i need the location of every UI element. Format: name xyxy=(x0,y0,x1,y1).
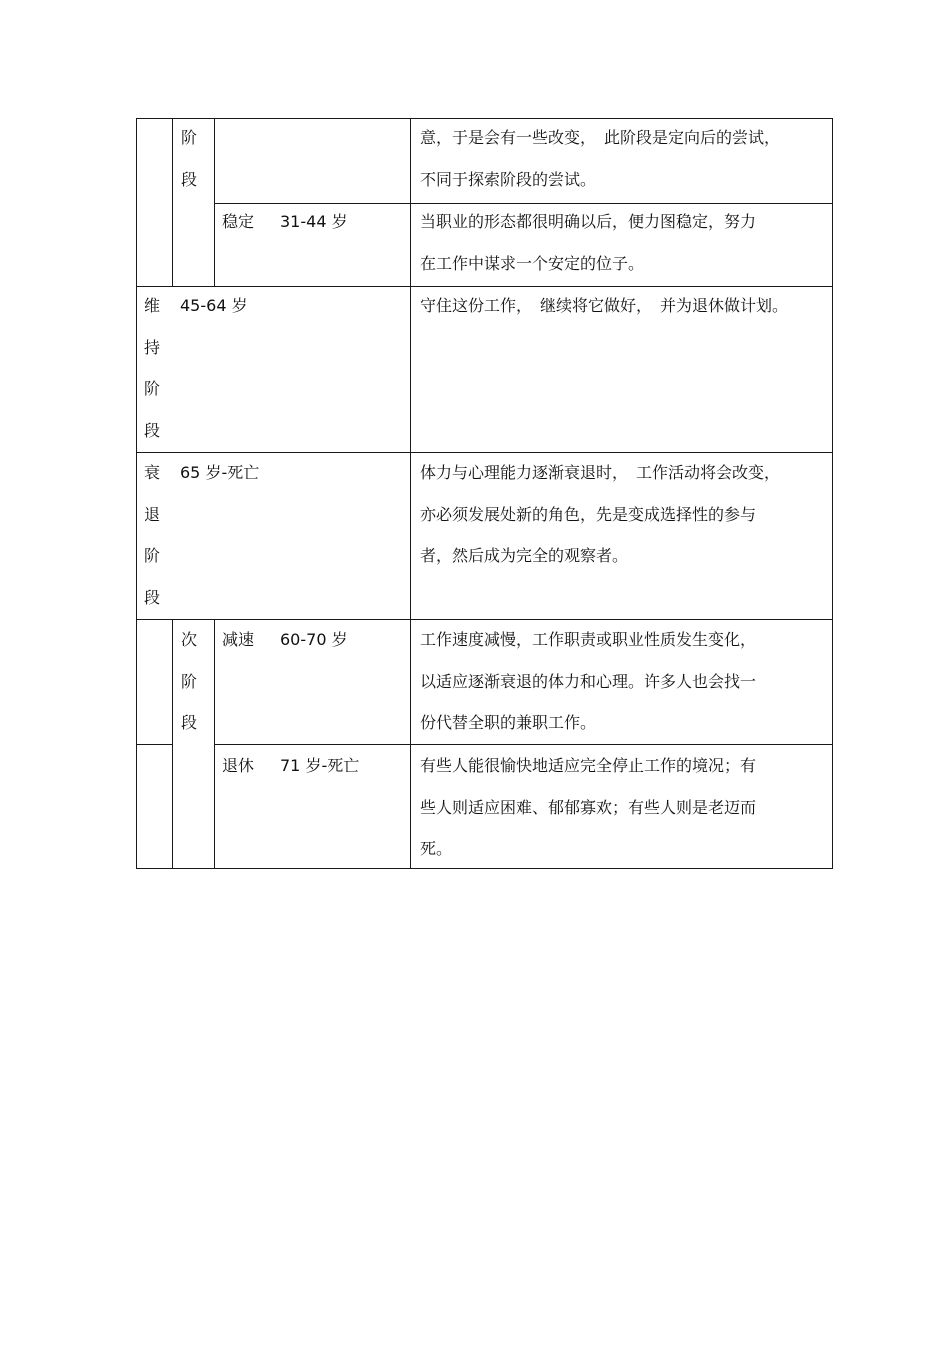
table-rule xyxy=(136,118,833,119)
table-rule xyxy=(214,619,215,869)
table-rule xyxy=(136,744,173,745)
sub-stage-name: 退休 xyxy=(222,756,255,775)
sub-stage-label: 次 阶 段 xyxy=(180,630,197,732)
table-rule xyxy=(214,118,215,287)
stage-description: 工作速度减慢，工作职责或职业性质发生变化， 以适应逐渐衰退的体力和心理。许多人也会找一 份代替全职的兼职工作。 xyxy=(420,630,757,732)
table-rule xyxy=(136,118,137,869)
age-range: 71 岁-死亡 xyxy=(280,756,360,775)
table-rule xyxy=(172,118,173,287)
table-rule xyxy=(410,118,411,869)
stage-label: 维 持 阶 段 xyxy=(143,296,160,440)
age-range: 31-44 岁 xyxy=(280,212,348,231)
age-range: 65 岁-死亡 xyxy=(180,463,260,482)
sub-stage-name: 稳定 xyxy=(222,212,255,231)
table-rule xyxy=(136,452,833,453)
table-rule xyxy=(172,619,173,869)
age-range: 45-64 岁 xyxy=(180,296,248,315)
age-range: 60-70 岁 xyxy=(280,630,348,649)
table-rule xyxy=(832,118,833,869)
stage-description: 体力与心理能力逐渐衰退时， 工作活动将会改变， 亦必须发展处新的角色，先是变成选择性的参与 者，然后成为完全的观察者。 xyxy=(420,463,781,565)
stage-description: 当职业的形态都很明确以后，便力图稳定，努力 在工作中谋求一个安定的位子。 xyxy=(420,212,757,273)
stage-description: 守住这份工作， 继续将它做好， 并为退休做计划。 xyxy=(420,296,789,315)
table-rule xyxy=(136,619,833,620)
sub-stage-label: 阶 段 xyxy=(180,128,197,189)
stage-label: 衰 退 阶 段 xyxy=(143,463,160,607)
stage-description: 有些人能很愉快地适应完全停止工作的境况；有 些人则适应困难、郁郁寡欢；有些人则是老迈而 死。 xyxy=(420,756,757,858)
stage-description: 意，于是会有一些改变， 此阶段是定向后的尝试， 不同于探索阶段的尝试。 xyxy=(420,128,781,189)
sub-stage-name: 减速 xyxy=(222,630,255,649)
